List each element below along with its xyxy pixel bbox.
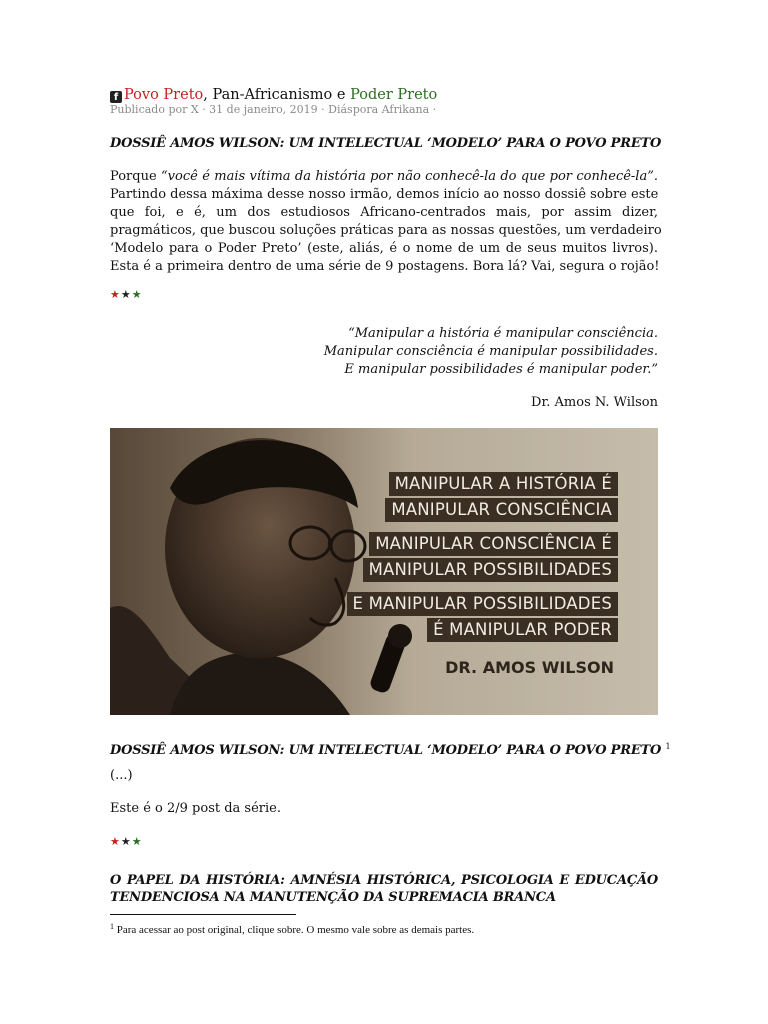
footnote-text: Para acessar ao post original, clique sobre. O mesmo vale sobre as demais partes. [114,924,475,936]
paragraph-line: ‘Modelo para o Poder Preto’ (este, aliás, é o nome de um de seus muitos livros). [110,241,658,256]
paragraph-line: Partindo dessa máxima desse nosso irmão, demos início ao nosso dossiê sobre este [110,187,659,202]
banner-line: MANIPULAR A HISTÓRIA É [389,472,618,496]
quote-line: E manipular possibilidades é manipular poder.” [344,362,658,377]
ellipsis: (...) [110,768,133,783]
section-heading-linked[interactable] [110,738,671,759]
banner-line: É MANIPULAR PODER [427,618,618,642]
banner-gap [347,584,619,592]
paragraph-line: que foi, e é, um dos estudiosos Africano-centrados mais, por assim dizer, [110,205,658,220]
category-link-pan-africanismo[interactable]: Pan-Africanismo [212,87,333,103]
star-green: ★ [131,288,143,301]
footnote [110,922,474,936]
banner-line: MANIPULAR CONSCIÊNCIA [385,498,618,522]
quote-line: “Manipular a história é manipular consciência. [348,326,658,341]
star-divider [110,835,143,848]
star-divider [110,288,143,301]
paragraph-line: pragmáticos, que buscou soluções práticas para as nossas questões, um verdadeiro [110,223,662,238]
quote-author: Dr. Amos N. Wilson [531,395,658,410]
banner-line: MANIPULAR CONSCIÊNCIA É [369,532,618,556]
intro-quote: “você é mais vítima da história por não conhecê-la do que por conhecê-la”. [161,169,658,184]
section-heading: DOSSIÊ AMOS WILSON: UM INTELECTUAL ‘MODELO’ PARA O POVO PRETO [110,136,662,151]
series-note: Este é o 2/9 post da série. [110,801,281,816]
banner-author-name: DR. AMOS WILSON [445,658,614,677]
title-separator: e [332,87,351,103]
heading-line: TENDENCIOSA NA MANUTENÇÃO DA SUPREMACIA BRANCA [110,890,556,905]
site-title [110,86,658,104]
intro-line [110,168,658,186]
facebook-icon[interactable]: f [110,91,122,103]
star-black: ★ [120,835,132,848]
banner-text [347,472,619,677]
intro-prefix: Porque [110,169,162,184]
star-black: ★ [120,288,132,301]
footnote-rule [110,914,296,915]
category-link-poder-preto[interactable]: Poder Preto [350,87,438,103]
post-meta: Publicado por X · 31 de janeiro, 2019 · Diáspora Afrikana · [110,103,437,116]
footnote-number: 1 [110,922,114,931]
star-red: ★ [110,835,121,848]
star-green: ★ [131,835,143,848]
banner-gap [347,524,619,532]
footnote-marker[interactable]: 1 [665,742,671,751]
epigraph-quote [110,325,658,379]
title-separator: , [203,87,213,103]
quote-line: Manipular consciência é manipular possibilidades. [323,344,658,359]
intro-paragraph [110,168,662,276]
section-heading [110,872,658,906]
banner-line: E MANIPULAR POSSIBILIDADES [347,592,619,616]
heading-text[interactable]: DOSSIÊ AMOS WILSON: UM INTELECTUAL ‘MODELO’ PARA O POVO PRETO [110,743,662,758]
heading-line: O PAPEL DA HISTÓRIA: AMNÉSIA HISTÓRICA, PSICOLOGIA E EDUCAÇÃO [110,873,658,888]
quote-banner-image [110,428,658,715]
paragraph-line: Esta é a primeira dentro de uma série de 9 postagens. Bora lá? Vai, segura o rojão! [110,259,660,274]
star-red: ★ [110,288,121,301]
category-link-povo-preto[interactable]: Povo Preto [124,87,204,103]
banner-line: MANIPULAR POSSIBILIDADES [363,558,618,582]
